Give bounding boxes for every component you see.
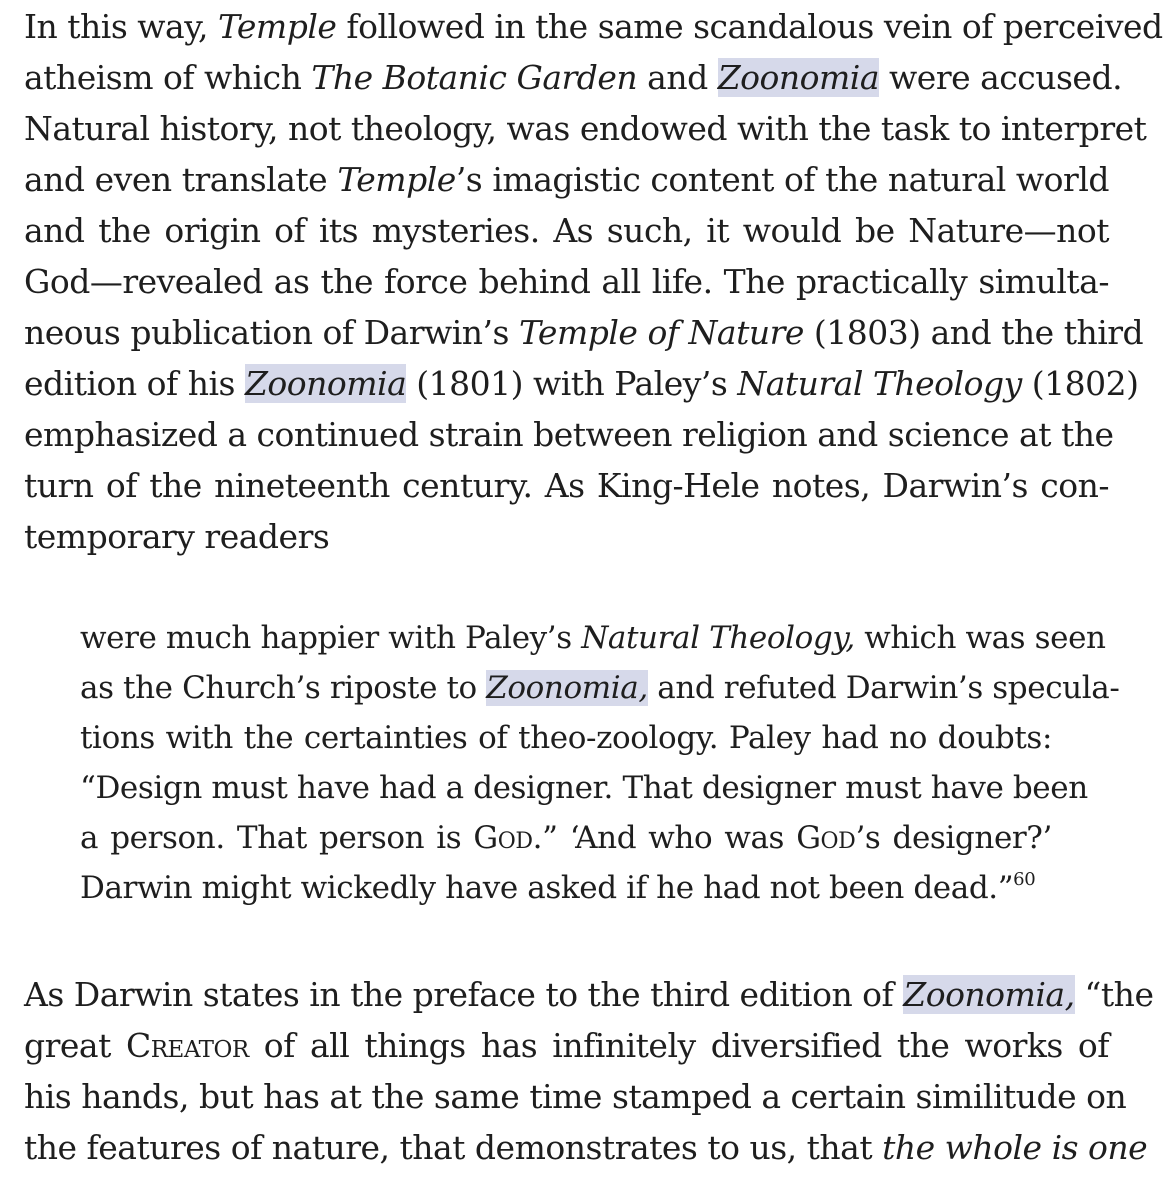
emphasis-text: the whole is one xyxy=(882,1128,1148,1167)
highlighted-term[interactable]: Zoonomia, xyxy=(903,975,1075,1014)
small-caps-word: God xyxy=(473,820,533,856)
highlighted-term[interactable]: Zoonomia, xyxy=(486,670,648,706)
paragraph-line: neous publication of Darwin’s Temple of Nature (1803) and the third xyxy=(24,313,1144,352)
book-title: Temple xyxy=(217,7,337,46)
blockquote-line: “Design must have had a designer. That designer must have been xyxy=(80,770,1088,806)
blockquote-line: tions with the certainties of theo-zoology. Paley had no doubts: xyxy=(80,720,1052,756)
small-caps-word: Creator xyxy=(125,1026,249,1065)
paragraph-line: his hands, but has at the same time stamped a certain similitude on xyxy=(24,1077,1127,1116)
blockquote-line: a person. That person is God.” ‘And who was God’s designer?’ xyxy=(80,820,1052,856)
blockquote-line: as the Church’s riposte to Zoonomia, and refuted Darwin’s specula- xyxy=(80,670,1120,706)
paragraph-line: emphasized a continued strain between religion and science at the xyxy=(24,415,1114,454)
paragraph-line: atheism of which The Botanic Garden and Zoonomia were accused. xyxy=(24,58,1123,97)
paragraph-line: Natural history, not theology, was endowed with the task to interpret xyxy=(24,109,1147,148)
highlighted-term[interactable]: Zoonomia xyxy=(717,58,880,97)
blockquote-line: Darwin might wickedly have asked if he had not been dead.”$^{60}$ xyxy=(80,869,1036,906)
book-title: Temple of Nature xyxy=(518,313,804,352)
paragraph-line: edition of his Zoonomia (1801) with Paley’s Natural Theology (1802) xyxy=(24,364,1139,403)
book-title: Natural Theology xyxy=(737,364,1022,403)
paragraph-line: As Darwin states in the preface to the third edition of Zoonomia, “the xyxy=(24,975,1154,1014)
paragraph-line: God—revealed as the force behind all life. The practically simulta- xyxy=(24,262,1109,301)
paragraph-line: and even translate Temple’s imagistic content of the natural world xyxy=(24,160,1109,199)
blockquote-line: were much happier with Paley’s Natural Theology, which was seen xyxy=(80,620,1106,656)
highlighted-term[interactable]: Zoonomia xyxy=(244,364,407,403)
paragraph-line: the features of nature, that demonstrates to us, that the whole is one xyxy=(24,1128,1148,1167)
paragraph-line: great Creator of all things has infinitely diversified the works of xyxy=(24,1026,1110,1065)
paragraph-line: and the origin of its mysteries. As such, it would be Nature—not xyxy=(24,211,1109,250)
paragraph-line: In this way, Temple followed in the same scandalous vein of perceived xyxy=(24,7,1163,46)
book-title: The Botanic Garden xyxy=(311,58,638,97)
small-caps-word: God xyxy=(796,820,856,856)
footnote-marker[interactable]: 60 xyxy=(1013,869,1036,890)
paragraph-line: temporary readers xyxy=(24,517,330,556)
book-title: Natural Theology, xyxy=(581,620,855,656)
paragraph-line: turn of the nineteenth century. As King-Hele notes, Darwin’s con- xyxy=(24,466,1109,505)
book-title: Temple xyxy=(337,160,456,199)
